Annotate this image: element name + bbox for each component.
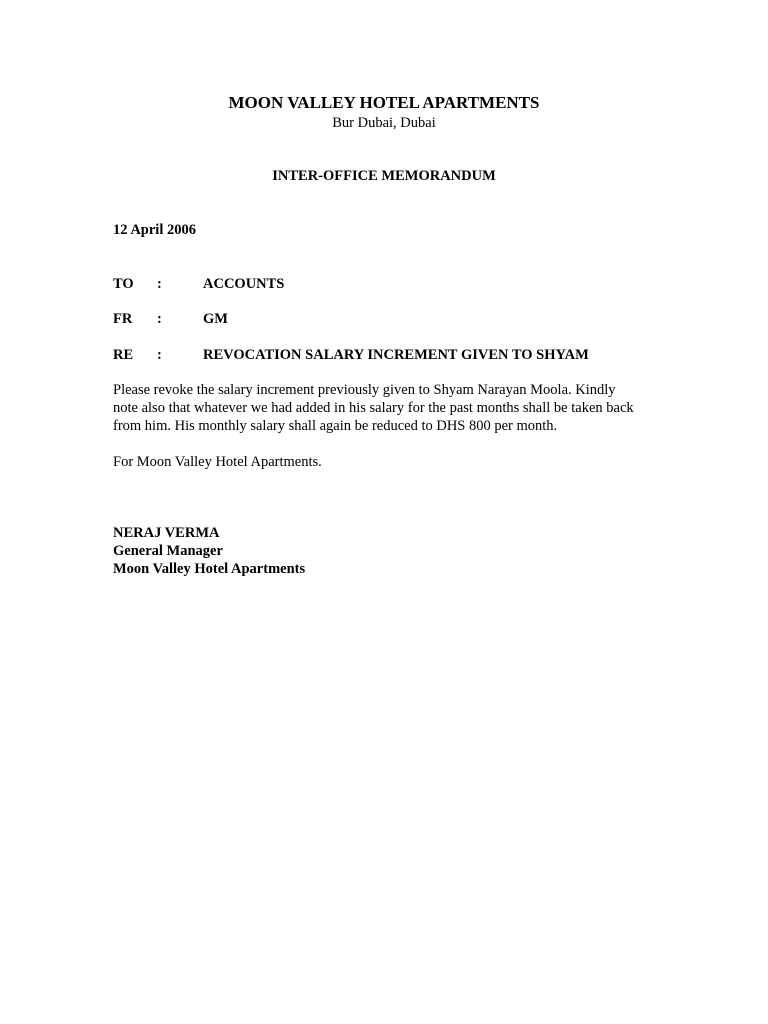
re-label: RE [113,347,134,363]
to-label: TO [113,276,134,292]
memo-type-heading: INTER-OFFICE MEMORANDUM [272,168,496,184]
from-label: FR [113,311,133,327]
signatory-organization: Moon Valley Hotel Apartments [113,561,306,577]
signatory-title: General Manager [113,543,223,559]
from-value: GM [203,311,228,327]
body-line: from him. His monthly salary shall again be reduced to DHS 800 per month. [113,418,558,434]
memo-body-paragraph [113,381,673,435]
company-location: Bur Dubai, Dubai [332,115,436,131]
body-line: note also that whatever we had added in his salary for the past months shall be taken back [113,400,634,416]
body-line: Please revoke the salary increment previously given to Shyam Narayan Moola. Kindly [113,382,616,398]
memo-date: 12 April 2006 [113,222,196,238]
re-value: REVOCATION SALARY INCREMENT GIVEN TO SHYAM [203,347,589,363]
signatory-name: NERAJ VERMA [113,525,220,541]
to-colon: : [157,276,162,292]
to-value: ACCOUNTS [203,276,285,292]
memo-closing: For Moon Valley Hotel Apartments. [113,454,322,470]
re-colon: : [157,347,162,363]
company-name: MOON VALLEY HOTEL APARTMENTS [228,93,540,112]
from-colon: : [157,311,162,327]
